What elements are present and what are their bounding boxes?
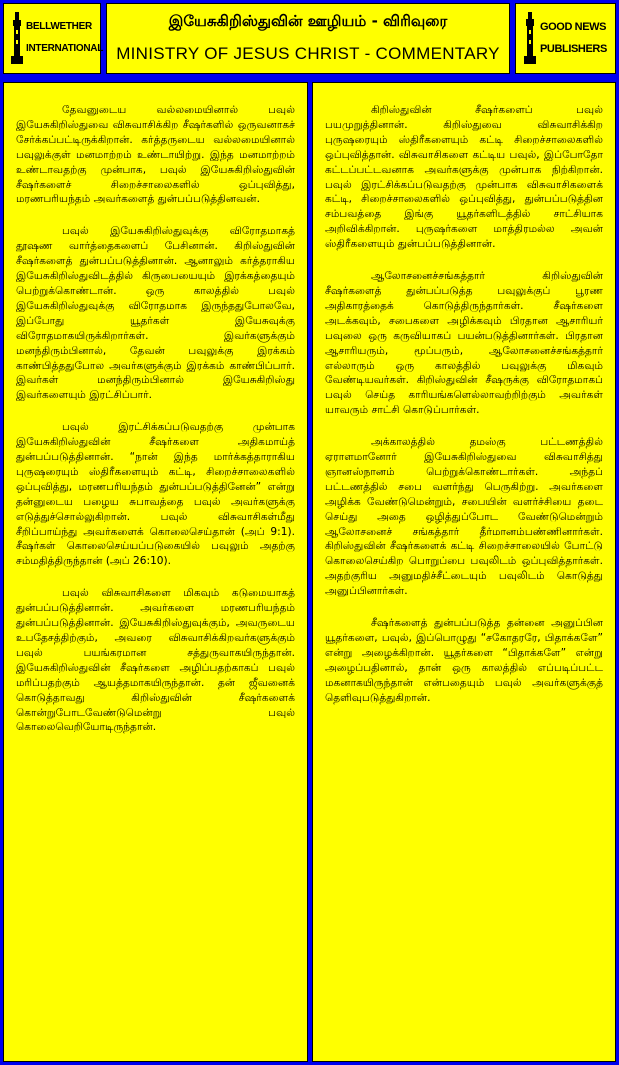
page-title-english: MINISTRY OF JESUS CHRIST - COMMENTARY <box>116 44 500 63</box>
tower-icon <box>10 12 24 64</box>
title-box <box>106 3 510 74</box>
paragraph: கிறிஸ்துவின் சீஷர்களைப் பவுல் பயமுறுத்தினான். கிறிஸ்துவை விசுவாசிக்கிற புருஷரையும் ஸ்திரீகளையும் கட்டி சிறைச்சாலைகளில் ஒப்புவித்தான். விசுவாசிகளை கட்டிய பவுல், இப்போதோ கட்டப்பட்டவனாக அவர்களுக்கு முன்பாக நிற்கிறான். பவுல் இரட்சிக்கப்படுவதற்கு முன்பாக விசுவாசிகளைக் கட்டி, சிறைச்சாலைகளில் ஒப்புவித்து, துன்பப்படுத்தின சம்பவத்தை இங்கு யூதர்களிடத்தில் சாட்சியாக அறிவிக்கிறான். புருஷர்களை மாத்திரமல்ல அவன் ஸ்திரீகளையும் துன்பப்படுத்தினான். <box>325 104 603 251</box>
page-header <box>0 0 619 79</box>
paragraph: தேவனுடைய வல்லமையினால் பவுல் இயேசுகிறிஸ்துவை விசுவாசிக்கிற சீஷர்களில் ஒருவனாகச் சேர்க்கப்பட்டிருக்கிறான். கர்த்தருடைய வல்லமையினால் பவுலுக்குள் மனமாற்றம் உண்டாயிற்று. இந்த மனமாற்றம் உண்டாவதற்கு முன்பாக, பவுல் இயேசுகிறிஸ்துவின் சீஷர்களைச் சிறைச்சாலைகளில் ஒப்புவித்து, மரணபரியந்தம் அவர்களைத் துன்பப்படுத்தினவன். <box>16 104 295 206</box>
paragraph: சீஷர்களைத் துன்பப்படுத்த தன்னை அனுப்பின யூதர்களை, பவுல், இப்பொழுது “சகோதரரே, பிதாக்களே” என்று அழைக்கிறான். யூதர்களை “பிதாக்களே” என்று அழைப்பதினால், தான் ஒரு காலத்தில் எப்படிப்பட்ட மகனாகயிருந்தான் என்பதையும் பவுல் அவர்களுக்குத் தெளிவுபடுத்துகிறான். <box>325 617 603 704</box>
paragraph: ஆலோசனைச்சங்கத்தார் கிறிஸ்துவின் சீஷர்களைத் துன்பப்படுத்த பவுலுக்குப் பூரண அதிகாரத்தைக் கொடுத்திருந்தார்கள். சீஷர்களை அடக்கவும், சபைகளை அழிக்கவும் பிரதான ஆசாரியர் பவுலை ஒரு கருவியாகப் பயன்படுத்தினார்கள். பிரதான ஆசாரியரும், மூப்பரும், ஆலோசனைச்சங்கத்தார் எல்லாரும் ஒரு காலத்தில் பவுலுக்கு மிகவும் வேண்டியவர்கள். கிறிஸ்துவின் சீஷருக்கு விரோதமாகப் பவுல் செய்த காரியங்களெல்லாவற்றிற்கும் அவர்கள் யாவரும் சாட்சி கொடுப்பார்கள். <box>325 270 603 417</box>
good-news-logo <box>515 3 616 74</box>
left-logo-text: BELLWETHER INTERNATIONAL <box>26 21 104 54</box>
paragraph: அக்காலத்தில் தமஸ்கு பட்டணத்தில் ஏராளமானோர் இயேசுகிறிஸ்துவை விசுவாசித்து ஞானஸ்நானம் பெற்றுக்கொண்டார்கள். அந்தப் பட்டணத்தில் சபை வளர்ந்து பெருகிற்று. அவர்களை அழிக்க வேண்டுமென்றும், சபையின் வளர்ச்சியை தடை செய்து அதை ஒழித்துப்போட வேண்டுமென்றும் ஆலோசனைச் சங்கத்தார் தீர்மானம்பண்ணினார்கள். கிறிஸ்துவின் சீஷர்களைக் கட்டி சிறைச்சாலையில் போட்டு கொலைசெய்கிற பொறுப்பை பவுலிடம் ஒப்புவித்தார்கள். அதற்குரிய அனுமதிச்சீட்டையும் பவுலிடம் கொடுத்து அனுப்பினார்கள். <box>325 436 603 598</box>
tower-icon <box>522 12 538 64</box>
right-column <box>312 82 616 1062</box>
bellwether-logo <box>3 3 104 74</box>
paragraph: பவுல் இயேசுகிறிஸ்துவுக்கு விரோதமாகத் தூஷண வார்த்தைகளைப் பேசினான். கிறிஸ்துவின் சீஷர்களைத் துன்பப்படுத்தினான். ஆனாலும் கர்த்தராகிய இயேசுகிறிஸ்துவிடத்தில் கிருபையையும் இரக்கத்தையும் பெற்றுக்கொண்டான். ஒரு காலத்தில் பவுல் இயேசுகிறிஸ்துவுக்கு விரோதமாக இருந்ததுபோலவே, இப்போது யூதர்கள் இயேசுவுக்கு விரோதமாகயிருக்கிறார்கள். இவர்களுக்கும் மனந்திரும்பினால், தேவன் பவுலுக்கு இரக்கம் காண்பித்ததுபோல அவர்களுக்கும் இரக்கம் காண்பிப்பார். இவர்கள் மனந்திரும்பினால் இயேசுகிறிஸ்து இவர்களையும் இரட்சிப்பார். <box>16 225 295 402</box>
paragraph: பவுல் இரட்சிக்கப்படுவதற்கு முன்பாக இயேசுகிறிஸ்துவின் சீஷர்களை அதிகமாய்த் துன்பப்படுத்தினான். “நான் இந்த மார்க்கத்தாராகிய புருஷரையும் ஸ்திரீகளையும் கட்டி, சிறைச்சாலைகளில் ஒப்புவித்து, மரணபரியந்தம் துன்பப்படுத்தினேன்” என்று தன்னுடைய பழைய சுபாவத்தை பவுல் அவர்களுக்கு எடுத்துச்சொல்லுகிறான். பவுல் விசுவாசிகள்மீது சீறிப்பாய்ந்து அவர்களைக் கொலைசெய்தான் (அப் 9:1). சீஷர்கள் கொலைசெய்யப்படுகையில் பவுலும் அதற்கு சம்மதித்திருந்தான் (அப் 26:10). <box>16 421 295 568</box>
paragraph: பவுல் விசுவாசிகளை மிகவும் கடுமையாகத் துன்பப்படுத்தினான். அவர்களை மரணபரியந்தம் துன்பப்படுத்தினான். இயேசுகிறிஸ்துவுக்கும், அவருடைய உபதேசத்திற்கும், அவரை விசுவாசிக்கிறவர்களுக்கும் பவுல் பயங்கரமான சத்துருவாகயிருந்தான். இயேசுகிறிஸ்துவின் சீஷர்களை அழிப்பதற்காகப் பவுல் மரிப்பதற்கும் ஆயத்தமாகயிருந்தான். தன் ஜீவனைக் கொடுத்தாவது கிறிஸ்துவின் சீஷர்களைக் கொன்றுபோடவேண்டுமென்று பவுல் கொலைவெறியோடிருந்தான். <box>16 587 295 734</box>
page-title-tamil: இயேசுகிறிஸ்துவின் ஊழியம் - விரிவுரை <box>168 12 448 30</box>
left-column <box>3 82 308 1062</box>
right-logo-text: GOOD NEWS PUBLISHERS <box>540 21 607 55</box>
